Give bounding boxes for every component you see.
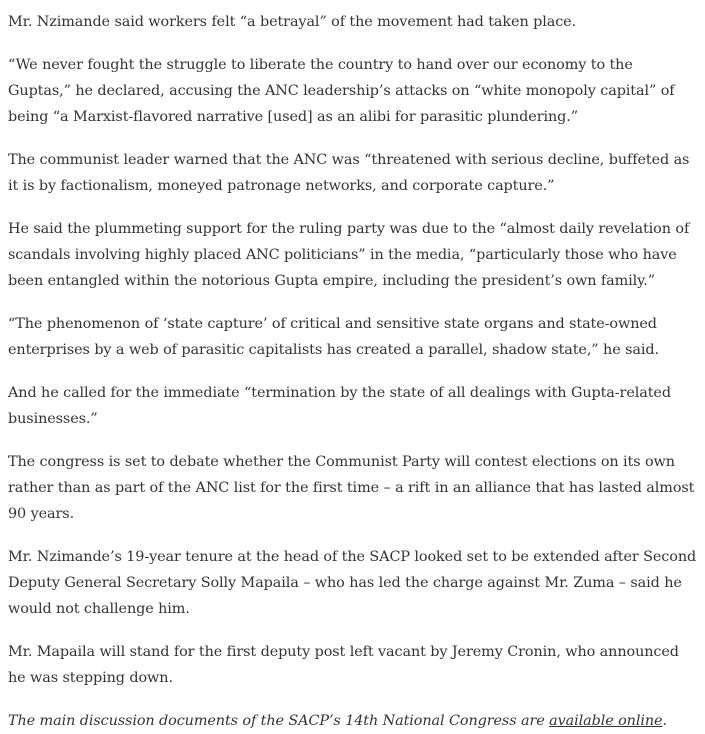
paragraph-3: The communist leader warned that the ANC was “threatened with serious decline, buffeted as it is by factionalism, moneyed patronage networks, and corporate capture.” [8,152,690,194]
article-body [8,9,698,734]
paragraph-5: “The phenomenon of ‘state capture’ of critical and sensitive state organs and state-owned enterprises by a web of parasitic capitalists has created a parallel, shadow state,” he said. [8,316,659,358]
paragraph-2: “We never fought the struggle to liberate the country to hand over our economy to the Guptas,” he declared, accusing the ANC leadership’s attacks on “white monopoly capital” of being “a Marxist-flavored narrative [used] as an alibi for parasitic plundering.” [8,57,675,125]
paragraph-1: Mr. Nzimande said workers felt “a betrayal” of the movement had taken place. [8,14,577,30]
editor-note [8,708,698,734]
paragraph-8: Mr. Nzimande’s 19-year tenure at the head of the SACP looked set to be extended after Second Deputy General Secretary Solly Mapaila – who has led the charge against Mr. Zuma – said he would not challenge him. [8,549,697,617]
editor-note-end: . [662,713,667,729]
available-online-link[interactable]: available online [549,713,663,729]
paragraph-9: Mr. Mapaila will stand for the first deputy post left vacant by Jeremy Cronin, who announced he was stepping down. [8,644,679,686]
editor-note-text: The main discussion documents of the SACP’s 14th National Congress are [8,713,550,729]
paragraph-6: And he called for the immediate “termination by the state of all dealings with Gupta-related businesses.” [8,385,671,427]
paragraph-7: The congress is set to debate whether the Communist Party will contest elections on its own rather than as part of the ANC list for the first time – a rift in an alliance that has lasted almost 90 years. [8,454,695,522]
paragraph-4: He said the plummeting support for the ruling party was due to the “almost daily revelation of scandals involving highly placed ANC politicians” in the media, “particularly those who have been entangled within the notorious Gupta empire, including the president’s own family.” [8,221,690,289]
